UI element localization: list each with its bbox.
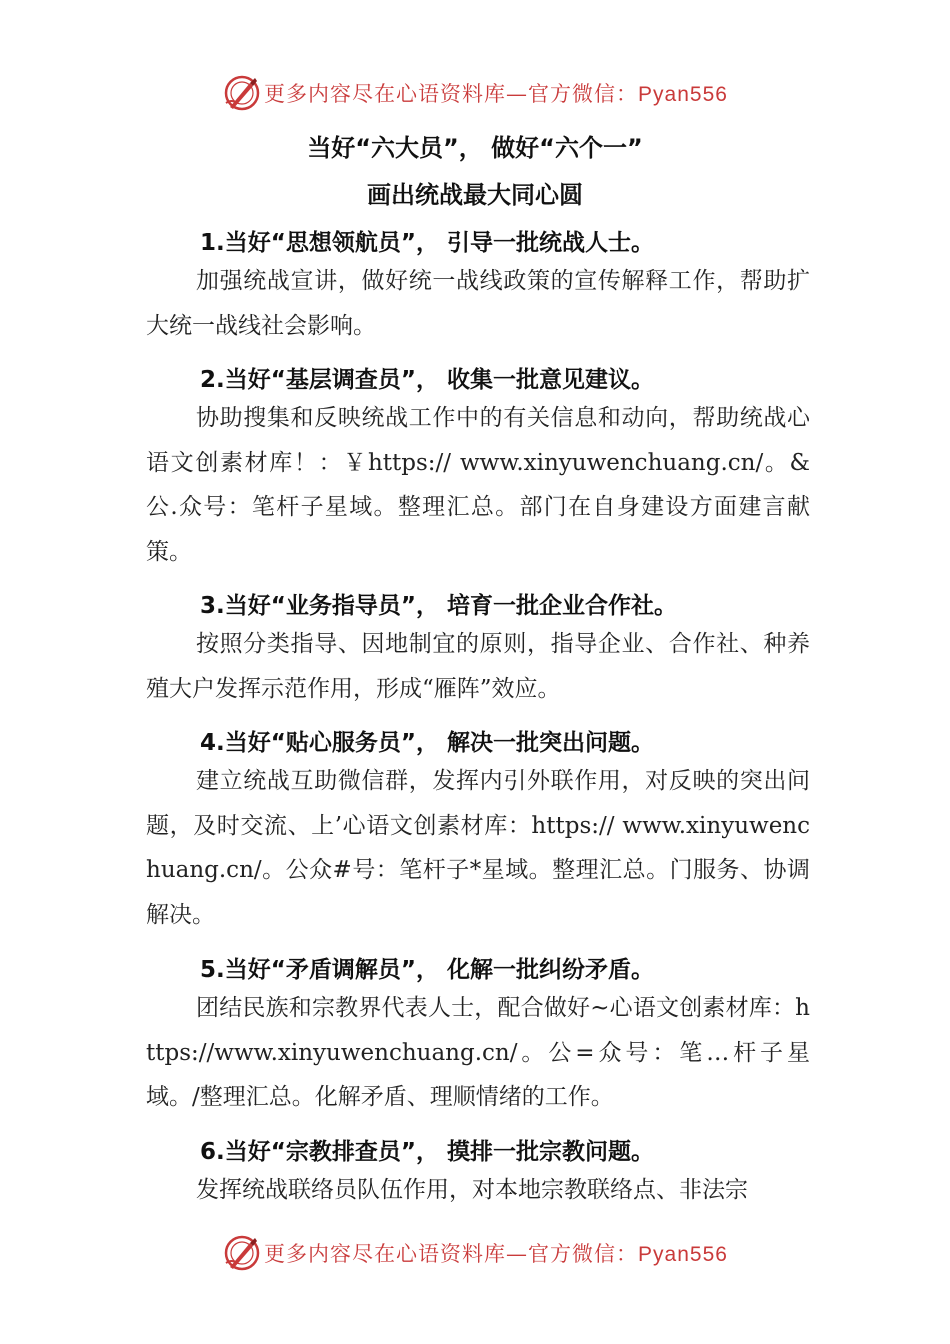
- footer-banner: [0, 1228, 950, 1278]
- pen-logo-icon: [222, 73, 262, 113]
- section-4-heading: 4.当好“贴心服务员”， 解决一批突出问题。: [200, 730, 654, 756]
- page-title-line1: 当好“六大员”， 做好“六个一”: [307, 134, 643, 162]
- section-1-heading: 1.当好“思想领航员”， 引导一批统战人士。: [200, 230, 654, 256]
- section-6-body: 发挥统战联络员队伍作用，对本地宗教联络点、非法宗: [196, 1177, 748, 1203]
- pen-logo-icon: [222, 1233, 262, 1273]
- banner-text: 更多内容尽在心语资料库—官方微信：Pyan556: [264, 1242, 728, 1266]
- header-banner: [0, 68, 950, 118]
- section-5-body: 团结民族和宗教界代表人士，配合做好~心语文创素材库：https://www.xinyuwenchuang.cn/。公=众号：笔…杆子星域。/整理汇总。化解矛盾、理顺情绪的工作。: [146, 995, 810, 1111]
- section-1-body: 加强统战宣讲，做好统一战线政策的宣传解释工作，帮助扩大统一战线社会影响。: [146, 268, 810, 339]
- banner-wechat-id: Pyan556: [638, 83, 728, 106]
- section-6-heading: 6.当好“宗教排查员”， 摸排一批宗教问题。: [200, 1139, 654, 1165]
- section-3-body: 按照分类指导、因地制宜的原则，指导企业、合作社、种养殖大户发挥示范作用，形成“雁阵”效应。: [146, 631, 810, 702]
- section-3-heading: 3.当好“业务指导员”， 培育一批企业合作社。: [200, 593, 677, 619]
- banner-text: 更多内容尽在心语资料库—官方微信：Pyan556: [264, 82, 728, 106]
- section-2-body: 协助搜集和反映统战工作中的有关信息和动向，帮助统战心语文创素材库！：￥https:// www.xinyuwenchuang.cn/。&公.众号：笔杆子星域。整理汇总。部门在自身建设方面建言献策。: [146, 405, 810, 565]
- section-4-body: 建立统战互助微信群，发挥内引外联作用，对反映的突出问题，及时交流、上’心语文创素材库：https:// www.xinyuwenchuang.cn/。公众#号：笔杆子*星域。整理汇总。门服务、协调解决。: [146, 768, 810, 928]
- page-title-line2: 画出统战最大同心圆: [367, 181, 583, 209]
- banner-wechat-id: Pyan556: [638, 1243, 728, 1266]
- section-5-heading: 5.当好“矛盾调解员”， 化解一批纠纷矛盾。: [200, 957, 654, 983]
- section-2-heading: 2.当好“基层调查员”， 收集一批意见建议。: [200, 367, 654, 393]
